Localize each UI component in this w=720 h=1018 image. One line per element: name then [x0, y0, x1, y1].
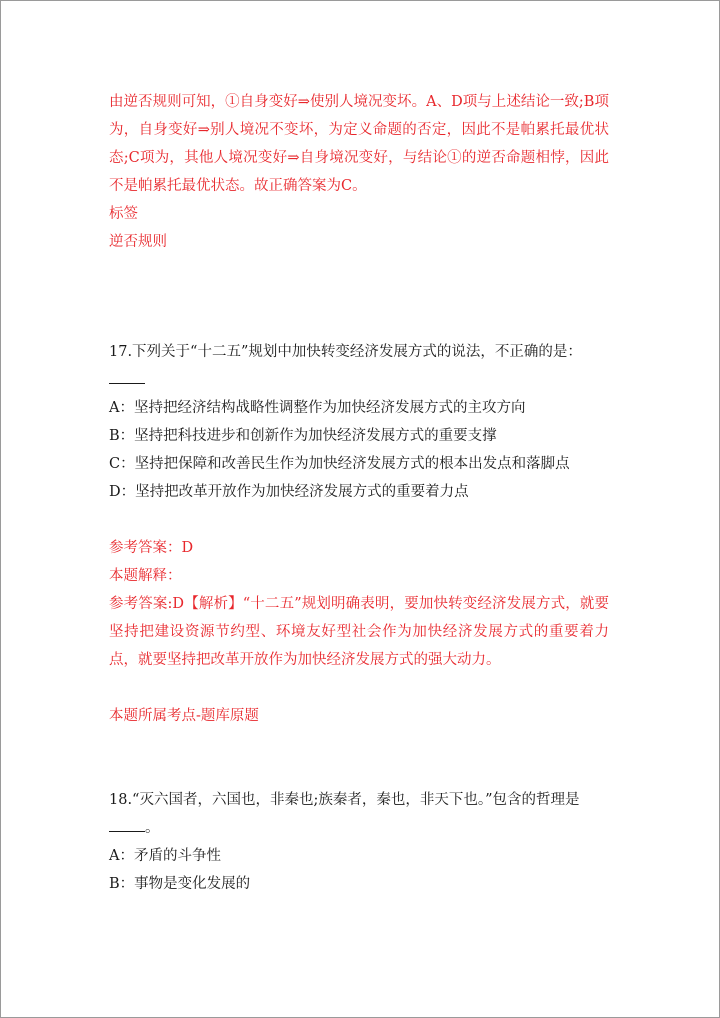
- question-17-blank: [109, 366, 609, 394]
- question-17-answer: 参考答案：D: [109, 540, 194, 556]
- answer-blank: [109, 369, 145, 384]
- tag-label: 标签: [109, 206, 138, 222]
- question-18-stem-end: 。: [145, 820, 160, 836]
- question-18-blank-line: [109, 814, 609, 842]
- question-17-option-b: B：坚持把科技进步和创新作为加快经济发展方式的重要支撑: [109, 428, 497, 444]
- answer-blank: [109, 817, 145, 832]
- previous-explanation: 由逆否规则可知，①自身变好⇒使别人境况变坏。A、D项与上述结论一致;B项为，自身变好⇒别人境况不变坏，为定义命题的否定，因此不是帕累托最优状态;C项为，其他人境况变好⇒自身境况变好，与结论①的逆否命题相悖，因此不是帕累托最优状态。故正确答案为C。: [109, 94, 609, 194]
- question-18-option-a: A：矛盾的斗争性: [109, 848, 221, 864]
- question-18-stem: 18.“灭六国者，六国也，非秦也;族秦者，秦也，非天下也。”包含的哲理是: [109, 792, 580, 808]
- question-17-stem: 17.下列关于“十二五”规划中加快转变经济发展方式的说法，不正确的是：: [109, 344, 582, 360]
- question-17-option-a: A：坚持把经济结构战略性调整作为加快经济发展方式的主攻方向: [109, 400, 526, 416]
- document-body: [109, 88, 609, 898]
- question-18-option-b: B：事物是变化发展的: [109, 876, 251, 892]
- question-17-option-d: D：坚持把改革开放作为加快经济发展方式的重要着力点: [109, 484, 469, 500]
- question-17-category: 本题所属考点-题库原题: [109, 708, 259, 724]
- question-17-explain-label: 本题解释：: [109, 568, 182, 584]
- tag-value: 逆否规则: [109, 234, 167, 250]
- question-17-option-c: C：坚持把保障和改善民生作为加快经济发展方式的根本出发点和落脚点: [109, 456, 570, 472]
- question-17-explanation: 参考答案:D【解析】“十二五”规划明确表明，要加快转变经济发展方式，就要坚持把建设资源节约型、环境友好型社会作为加快经济发展方式的重要着力点，就要坚持把改革开放作为加快经济发展方式的强大动力。: [109, 596, 609, 668]
